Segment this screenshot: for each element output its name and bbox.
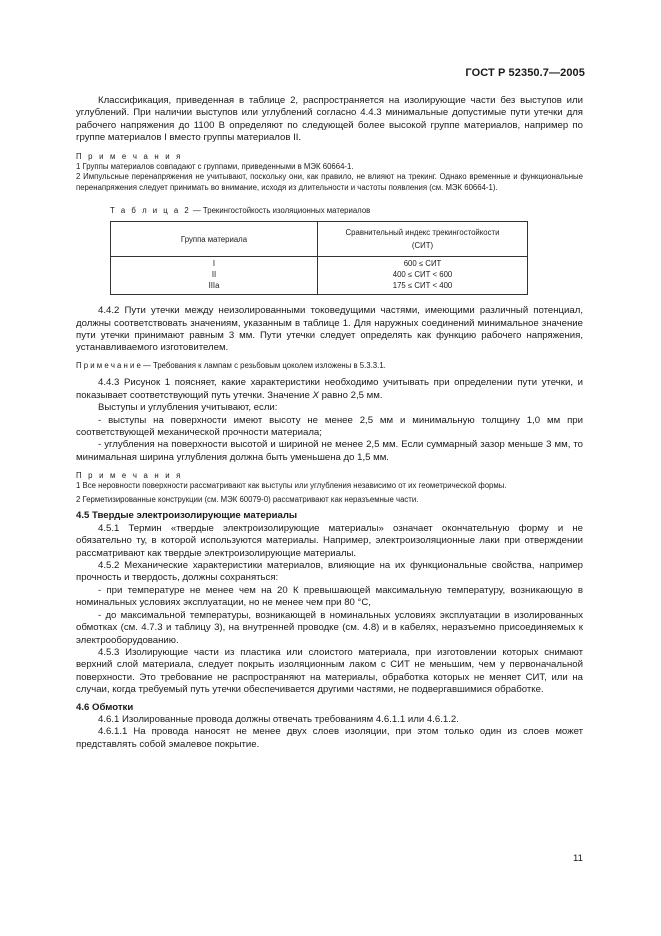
paragraph-4-6-1: 4.6.1 Изолированные провода должны отвечать требованиям 4.6.1.1 или 4.6.1.2.	[98, 713, 459, 725]
page-number: 11	[573, 853, 583, 864]
note-item: 2 Герметизированные конструкции (см. МЭК 60079-0) рассматривают как неразъемные части.	[76, 494, 419, 504]
paragraph-4-4-2: 4.4.2 Пути утечки между неизолированными токоведущими частями, имеющими различный потенциал, должны соответствовать значениям, указанным в таблице 1. Для наружных соединений минимальное значение пути утечки принимают равным 3 мм. Пути утечки следует определять как функцию рабочего напряжения, устанавливаемого изготовителем.	[76, 305, 583, 354]
cti-value: 400 ≤ СИТ < 600	[392, 270, 453, 279]
cti-value: 600 ≤ СИТ	[403, 259, 442, 269]
paragraph-4-6-1-1: 4.6.1.1 На провода наносят не менее двух слоев изоляции, при этом только один из слоев может представлять собой эмалевое покрытие.	[76, 726, 583, 750]
cti-values-cell	[318, 257, 528, 295]
note-item: 1 Группы материалов совпадают с группами, приведенными в МЭК 60664-1.	[76, 161, 354, 171]
group-value: IIIa	[208, 280, 220, 290]
material-group-header: Группа материала	[111, 222, 318, 257]
note-item: 1 Все неровности поверхности рассматривают как выступы или углубления независимо от их геометрической формы.	[76, 481, 507, 491]
bullet-item: - до максимальной температуры, возникающей в номинальных условиях эксплуатации в изолированных обмотках (см. 4.7.3 и таблицу 3), на внутренней проводке (см. 4.8) и в кабелях, неразъемно присоединяемых к электрооборудованию.	[76, 609, 583, 646]
variable-x: X	[312, 389, 319, 401]
bullet-item: - углубления на поверхности высотой и шириной не менее 2,5 мм. Если суммарный зазор меньше 3 мм, то минимальная ширина углубления должна быть уменьшена до 1,5 мм.	[76, 439, 583, 463]
page-content	[76, 95, 583, 751]
paragraph-4-4-3-text: 4.4.3 Рисунок 1 поясняет, какие характеристики необходимо учитывать при определении пути утечки, и показывает соответствующий путь утечки. Значение	[76, 377, 583, 401]
classification-paragraph: Классификация, приведенная в таблице 2, распространяется на изолирующие части без выступов или углублений. При наличии выступов или углублений согласно 4.4.3 минимальные допустимые пути утечки для рабочего напряжения до 1100 В определяют по следующей более высокой группе материалов, например по группе материалов I вместо группы материалов II.	[76, 95, 583, 144]
cti-value: 175 ≤ СИТ < 400	[392, 280, 453, 290]
paragraph-4-5-3: 4.5.3 Изолирующие части из пластика или слоистого материала, при изготовлении которых снимают верхний слой материала, следует покрыть изоляционным лаком с СИТ не меньшим, чем у первоначальной поверхности. Это требование не распространяют на материалы, обработка которых не меняет СИТ, или на случаи, когда требуемый путь утечки обеспечивается другими частями, не подвергавшимися обработке.	[76, 646, 583, 696]
standard-header: ГОСТ Р 52350.7—2005	[465, 67, 585, 79]
table-caption	[110, 205, 583, 216]
group-value: II	[211, 270, 217, 279]
table-row	[111, 257, 528, 295]
paragraph-4-4-3-tail: равно 2,5 мм.	[318, 389, 383, 401]
paragraph-4-4-3	[76, 377, 583, 402]
section-heading-4-5: 4.5 Твердые электроизолирующие материалы	[76, 510, 298, 522]
cti-header-line2: (СИТ)	[411, 241, 434, 251]
section-heading-4-6: 4.6 Обмотки	[76, 701, 134, 713]
tracking-resistance-table	[110, 221, 528, 295]
table-caption-text: — Трекингостойкость изоляционных материалов	[190, 206, 371, 216]
table-caption-prefix: Т а б л и ц а 2	[110, 206, 191, 216]
notes-heading: П р и м е ч а н и я	[76, 471, 183, 481]
table-header-row	[111, 222, 528, 257]
protrusions-intro: Выступы и углубления учитывают, если:	[98, 402, 278, 414]
paragraph-4-5-1: 4.5.1 Термин «твердые электроизолирующие материалы» означает окончательную форму и не обязательно ту, в которой используются материалы. Например, электроизоляционные лаки при отверждении рассматривают как твердые электроизолирующие материалы.	[76, 522, 583, 559]
cti-header	[318, 222, 528, 257]
group-value: I	[212, 259, 216, 269]
notes-heading: П р и м е ч а н и я	[76, 151, 183, 161]
bullet-item: - выступы на поверхности имеют высоту не менее 2,5 мм и минимальную толщину 1,0 мм при соответствующей механической прочности материала;	[76, 414, 583, 439]
cti-header-line1: Сравнительный индекс трекингостойкости	[345, 228, 500, 238]
bullet-item: - при температуре не менее чем на 20 К превышающей максимальную температуру, возникающую в номинальных условиях эксплуатации, но не менее чем при 80 °С,	[76, 584, 583, 609]
note-lamps: П р и м е ч а н и е — Требования к лампам с резьбовым цоколем изложены в 5.3.3.1.	[76, 360, 386, 370]
material-groups-cell	[111, 257, 318, 295]
paragraph-4-5-2: 4.5.2 Механические характеристики материалов, влияющие на их функциональные свойства, например прочность и твердость, должны сохраняться:	[76, 560, 583, 584]
note-item: 2 Импульсные перенапряжения не учитывают, поскольку они, как правило, не влияют на трекинг. Однако временные и функциональные перенапряжения следует принимать во внимание, исходя из длительности и частоты появления (см. МЭК 60664-1).	[76, 172, 583, 192]
